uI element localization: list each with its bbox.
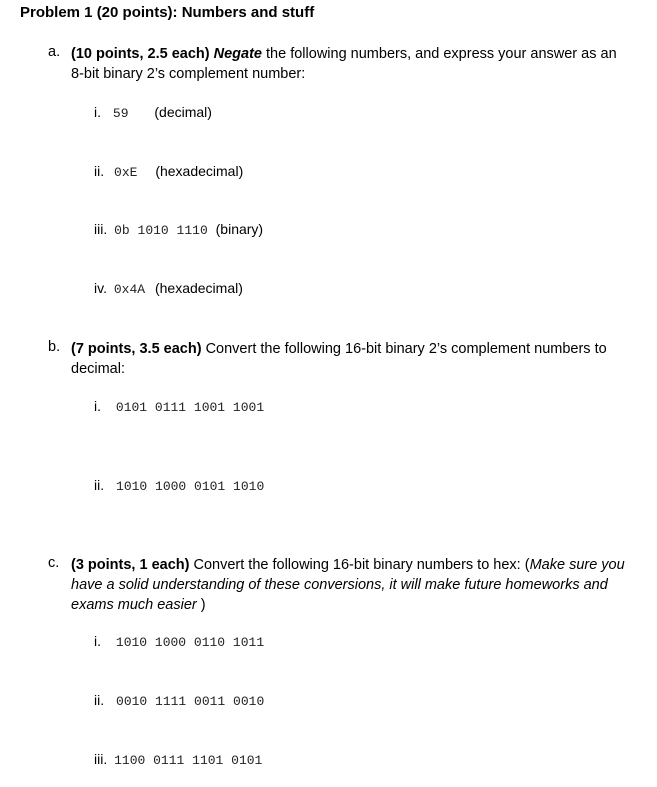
list-item bbox=[94, 398, 264, 415]
part-a-marker: a. bbox=[48, 44, 61, 60]
item-value: 0010 1111 0011 0010 bbox=[116, 694, 265, 709]
item-value: 59 bbox=[112, 106, 129, 121]
part-c-italic3: exams much easier bbox=[71, 597, 197, 613]
part-b-text2: decimal: bbox=[71, 361, 125, 377]
item-note: (hexadecimal) bbox=[155, 163, 244, 179]
item-value: 1010 1000 0101 1010 bbox=[116, 479, 265, 494]
part-b-prompt bbox=[71, 339, 641, 379]
item-number: i. bbox=[94, 398, 101, 414]
part-c-text: Convert the following 16-bit binary numbers to hex: ( bbox=[193, 557, 530, 573]
item-number: i. bbox=[94, 633, 101, 649]
part-c-italic1: Make sure you bbox=[529, 557, 625, 573]
list-item bbox=[94, 221, 263, 238]
part-c-italic2: have a solid understanding of these conversions, it will make future homeworks and bbox=[71, 577, 608, 593]
item-value: 0101 0111 1001 1001 bbox=[115, 400, 265, 415]
part-c-close: ) bbox=[196, 597, 206, 613]
part-a-emph: Negate bbox=[213, 46, 262, 62]
part-a-text2: 8-bit binary 2’s complement number: bbox=[71, 66, 306, 82]
part-a-text: the following numbers, and express your answer as an bbox=[266, 46, 617, 62]
problem-title: Problem 1 (20 points): Numbers and stuff bbox=[20, 4, 315, 21]
list-item bbox=[94, 692, 264, 709]
item-value: 1010 1000 0110 1011 bbox=[115, 635, 265, 650]
list-item bbox=[94, 751, 262, 768]
item-number: iii. bbox=[94, 221, 108, 237]
item-number: ii. bbox=[94, 477, 105, 493]
item-value: 0x4A bbox=[113, 282, 146, 297]
part-a-points: (10 points, 2.5 each) bbox=[71, 46, 210, 62]
part-c-prompt bbox=[71, 555, 646, 615]
item-number: ii. bbox=[94, 163, 105, 179]
list-item bbox=[94, 477, 264, 494]
item-number: ii. bbox=[94, 692, 105, 708]
part-b-points: (7 points, 3.5 each) bbox=[71, 341, 202, 357]
item-number: i. bbox=[94, 104, 101, 120]
item-number: iii. bbox=[94, 751, 108, 767]
list-item bbox=[94, 633, 264, 650]
part-b-marker: b. bbox=[48, 339, 61, 355]
list-item bbox=[94, 280, 243, 297]
item-value: 0b 1010 1110 bbox=[114, 223, 208, 238]
item-value: 1100 0111 1101 0101 bbox=[114, 753, 263, 768]
item-note: (binary) bbox=[215, 221, 264, 237]
part-c-marker: c. bbox=[48, 555, 60, 571]
item-number: iv. bbox=[94, 280, 107, 296]
part-b-text: Convert the following 16-bit binary 2’s complement numbers to bbox=[205, 341, 607, 357]
list-item bbox=[94, 104, 212, 121]
item-note: (hexadecimal) bbox=[154, 280, 243, 296]
item-note: (decimal) bbox=[154, 104, 212, 120]
list-item bbox=[94, 163, 243, 180]
part-a-prompt bbox=[71, 44, 641, 84]
part-c-points: (3 points, 1 each) bbox=[71, 557, 190, 573]
item-value: 0xE bbox=[114, 165, 138, 180]
